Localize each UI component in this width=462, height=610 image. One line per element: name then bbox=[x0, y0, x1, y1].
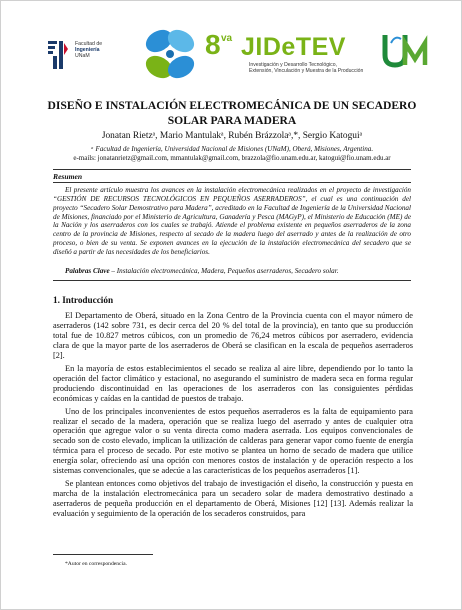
paper-title: DISEÑO E INSTALACIÓN ELECTROMECÁNICA DE UN SECADERO SOLAR PARA MADERA bbox=[47, 99, 417, 127]
paragraph: En la mayoría de estos establecimientos el secado se realiza al aire libre, dependiendo por lo tanto la operación del factor climático y estacional, no asegurando el suministro de madera seca en forma regular produciendo discontinuidad en las operaciones de los aserraderos con las consiguientes pérdidas económicas y caídas en la cantidad de puestos de trabajo. bbox=[53, 363, 413, 403]
paper-authors: Jonatan Rietzᵃ, Mario Mantulakᵃ, Rubén Brázzolaᵃ,*, Sergio Katoguiᵃ bbox=[101, 131, 363, 141]
university-logo-icon bbox=[381, 29, 429, 69]
footnote: *Autor en correspondencia. bbox=[65, 561, 127, 567]
faculty-logo bbox=[45, 37, 137, 75]
event-subtitle: Investigación y Desarrollo Tecnológico, Extensión, Vinculación y Muestra de la Producción bbox=[249, 62, 364, 75]
paragraph: Uno de los principales inconvenientes de estos pequeños aserraderos es la falta de equipamiento para realizar el secado de la madera, operación que se realiza luego del aserrado y antes de cualquier otra operación que agregue valor o su venta directa como madera aserrada. Los equipos convencionales de secado son de costo elevado, implican la utilización de calderas para generar vapor como fuente de energía térmica para el proceso de secado. Por este motivo se plantea un horno de secado de madera que utilice energía solar, ofreciendo así una opción con menores costos de instalación y de operación respecto a los sistemas convencionales, que se adecúe a las características de los pequeños aserraderos [1]. bbox=[53, 406, 413, 476]
header-logos bbox=[45, 23, 425, 85]
event-knot-logo-icon bbox=[139, 25, 201, 83]
event-name: JIDeTEV bbox=[241, 33, 346, 61]
abstract-heading: Resumen bbox=[53, 172, 83, 181]
footnote-rule bbox=[53, 554, 153, 555]
abstract-heading-rule bbox=[53, 182, 411, 183]
faculty-logo-text: Facultad de Ingeniería UNaM bbox=[75, 41, 103, 60]
keywords-label: Palabras Clave bbox=[65, 267, 110, 275]
faculty-emblem-icon bbox=[47, 39, 69, 71]
event-logo bbox=[205, 31, 375, 83]
paragraph: El Departamento de Oberá, situado en la Zona Centro de la Provincia cuenta con el mayor número de aserraderos (142 sobre 731, es decir cerca del 20 % del total de la provincia), en tanto que su producción total fue de 10.827 metros cúbicos, con un promedio de 76,24 metros cúbicos por aserradero, evidencia clara de que la mayor parte de los aserraderos de Oberá se clasifican en la escala de pequeños aserraderos [2]. bbox=[53, 311, 413, 360]
paper-affiliation: ᵃ Facultad de Ingeniería, Universidad Nacional de Misiones (UNaM), Oberá, Misiones, Argentina. bbox=[90, 145, 374, 153]
abstract-bottom-rule bbox=[53, 280, 411, 281]
university-logo bbox=[381, 29, 429, 69]
event-number: 8 bbox=[205, 29, 221, 60]
keywords-list: – Instalación electromecánica, Madera, Pequeños aserraderos, Secadero solar. bbox=[109, 267, 339, 275]
abstract-text: El presente artículo muestra los avances en la instalación electromecánica realizados en el proyecto de investigación “GESTIÓN DE RECURSOS TECNOLÓGICOS EN PEQUEÑOS ASERRADEROS”, el cual es una continuación del proyecto “Secadero Solar Demostrativo para Madera”, acreditado en la Facultad de Ingeniería de la Universidad Nacional de Misiones, financiado por el Ministerio de Agricultura, Ganadería y Pesca (MAGyP), el Ministerio de Educación (ME) de la Nación y los aserraderos con los cuales se trabajó. Atiende el problema existente en pequeños aserraderos de la zona centro de la provincia de Misiones, respecto al secado de la madera luego del aserrado y antes de la realización de otro proceso, o bien de su venta. Se exponen avances en la ejecución de la instalación electromecánica del secadero que se diseñó a partir de las necesidades de los beneficiarios. bbox=[53, 186, 411, 256]
abstract-top-rule bbox=[53, 169, 411, 170]
keywords bbox=[65, 267, 411, 276]
section-heading-introduction: 1. Introducción bbox=[53, 295, 114, 305]
paragraph: Se plantean entonces como objetivos del trabajo de investigación el diseño, la construcción y puesta en marcha de la instalación electromecánica para un secadero solar de madera demostrativo destinado a aserraderos de pequeña producción en el departamento de Oberá, Misiones [12] [13]. Además realizar la evaluación y seguimiento de la operación de los secaderos construidos, para bbox=[53, 479, 413, 519]
event-ordinal: va bbox=[221, 33, 233, 44]
paper-emails: e-mails: jonatanrietz@gmail.com, mmantulak@gmail.com, brazzola@fio.unam.edu.ar, katogui@fio.unam.edu.ar bbox=[73, 154, 391, 162]
introduction-body bbox=[53, 311, 413, 522]
